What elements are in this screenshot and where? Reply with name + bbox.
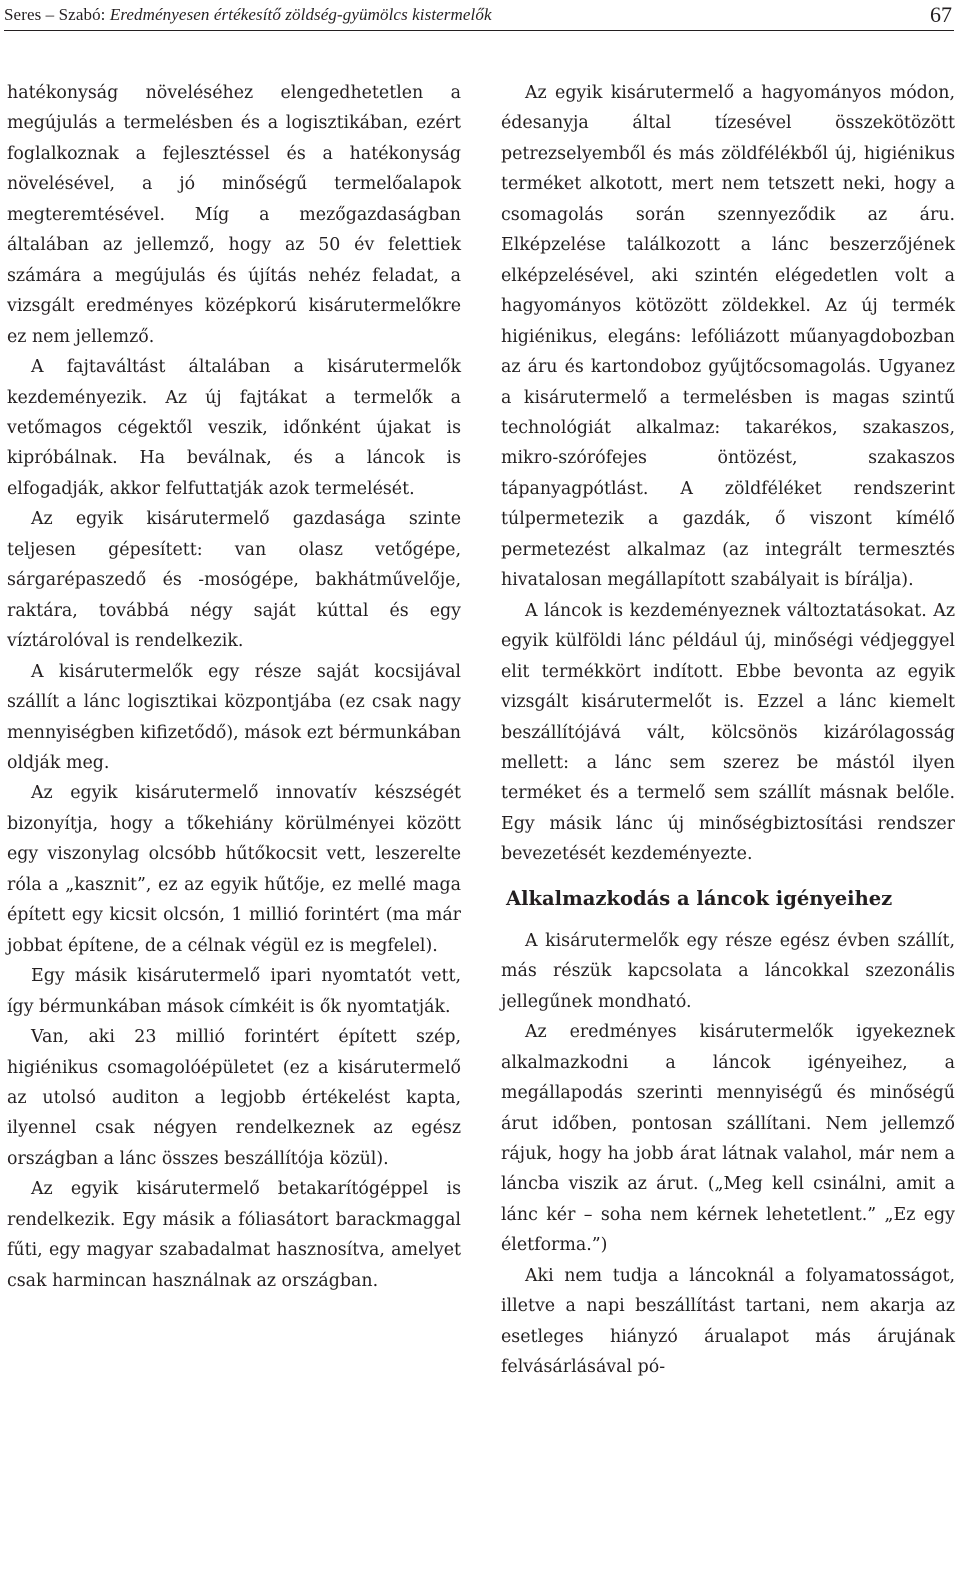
paragraph: A kisárutermelők egy része egész évben szállít, más részük kapcsolata a láncokkal szezonális jellegűnek mondható. bbox=[501, 930, 955, 1012]
paragraph: A fajtaváltást általában a kisárutermelők kezdeményezik. Az új fajtákat a termelők a vetőmagos cégektől veszik, időnként újakat is kipróbálnak. Ha beválnak, és a láncok is elfogadják, akkor felfuttatják azok termelését. bbox=[7, 357, 461, 499]
paragraph: Van, aki 23 millió forintért épített szép, higiénikus csomagolóépületet (ez a kisárutermelő az utolsó auditon a legjobb értékelést kapta, ilyennel csak négyen rendelkeznek az egész országban a lánc összes beszállítója közül). bbox=[7, 1027, 461, 1169]
left-column bbox=[7, 78, 461, 1296]
paragraph: hatékonyság növeléséhez elengedhetetlen a megújulás a termelésben és a logisztikában, ezért foglalkoznak a fejlesztéssel és a hatékonyság növelésével, a jó minőségű termelőalapok megteremtésével. Míg a mezőgazdaságban általában az jellemző, hogy az 50 év felettiek számára a megújulás és újítás nehéz feladat, a vizsgált eredményes középkorú kisárutermelőkre ez nem jellemző. bbox=[7, 83, 461, 347]
right-column bbox=[501, 78, 955, 1383]
paragraph: Az eredményes kisárutermelők igyekeznek alkalmazkodni a láncok igényeihez, a megállapodás szerinti mennyiségű és minőségű árut időben, pontosan szállítani. Nem jellemző rájuk, hogy ha jobb árat látnak valahol, már nem a láncba viszik az árut. („Meg kell csinálni, amit a lánc kér – soha nem kérnek lehetetlent.” „Ez egy életforma.”) bbox=[501, 1022, 955, 1256]
paragraph: Az egyik kisárutermelő innovatív készségét bizonyítja, hogy a tőkehiány körülményei között egy viszonylag olcsóbb hűtőkocsit vett, leszerelte róla a „kasznit”, ez az egyik hűtője, ez mellé maga épített egy kicsit olcsón, 1 millió forintért (ma már jobbat építene, de a célnak végül ez is megfelel). bbox=[7, 783, 461, 956]
running-head-title: Eredményesen értékesítő zöldség-gyümölcs kistermelők bbox=[109, 5, 492, 24]
paragraph: Az egyik kisárutermelő betakarítógéppel is rendelkezik. Egy másik a fóliasátort barackmaggal fűti, egy magyar szabadalmat hasznosítva, amelyet csak harmincan használnak az országban. bbox=[7, 1179, 461, 1291]
page-number: 67 bbox=[930, 2, 952, 27]
running-head-text bbox=[4, 0, 492, 30]
paragraph: Aki nem tudja a láncoknál a folyamatosságot, illetve a napi beszállítást tartani, nem akarja az esetleges hiányzó árualapot más árujának felvásárlásával pó- bbox=[501, 1265, 955, 1378]
paragraph: A láncok is kezdeményeznek változtatásokat. Az egyik külföldi lánc például új, minőségi védjeggyel elit termékkört indított. Ebbe bevonta az egyik vizsgált kisárutermelőt is. Ezzel a lánc kiemelt beszállítójává vált, kölcsönös kizárólagosság mellett: a lánc sem szerez be mástól ilyen terméket és a termelő sem szállít másnak belőle. Egy másik lánc új minőségbiztosítási rendszer bevezetését kezdeményezte. bbox=[501, 600, 955, 865]
paragraph: Az egyik kisárutermelő gazdasága szinte teljesen gépesített: van olasz vetőgépe, sárgarépaszedő és -mosógépe, bakhátművelője, raktára, továbbá négy saját kúttal és egy víztárolóval is rendelkezik. bbox=[7, 509, 461, 652]
paragraph: Az egyik kisárutermelő a hagyományos módon, édesanyja által tízesével összekötözött petrezselyemből és más zöldfélékből új, higiénikus terméket alkotott, mert nem tetszett neki, hogy a csomagolás során szennyeződik az áru. Elképzelése találkozott a lánc beszerzőjének elképzelésével, aki szintén elégedetlen volt a hagyományos kötözött zöldekkel. Az új termék higiénikus, elegáns: lefóliázott műanyagdobozban az áru és kartondoboz gyűjtőcsomagolás. Ugyanez a kisárutermelő a termelésben is magas szintű technológiát alkalmaz: takarékos, szakaszos, mikro-szórófejes öntözést, szakaszos tápanyagpótlást. A zöldféléket rendszerint túlpermetezik a gazdák, ő viszont kímélő permetezést alkalmaz (az integrált termesztés hivatalosan megállapított szabályait is bírálja). bbox=[501, 83, 955, 591]
paragraph: A kisárutermelők egy része saját kocsijával szállít a lánc logisztikai központjába (ez csak nagy mennyiségben kifizetődő), mások ezt bérmunkában oldják meg. bbox=[7, 661, 461, 773]
running-header bbox=[4, 0, 954, 31]
paragraph: Egy másik kisárutermelő ipari nyomtatót vett, így bérmunkában mások címkéit is ők nyomtatják. bbox=[7, 966, 461, 1017]
section-heading: Alkalmazkodás a láncok igényeihez bbox=[506, 886, 893, 910]
running-head-authors: Seres – Szabó: bbox=[4, 5, 110, 24]
